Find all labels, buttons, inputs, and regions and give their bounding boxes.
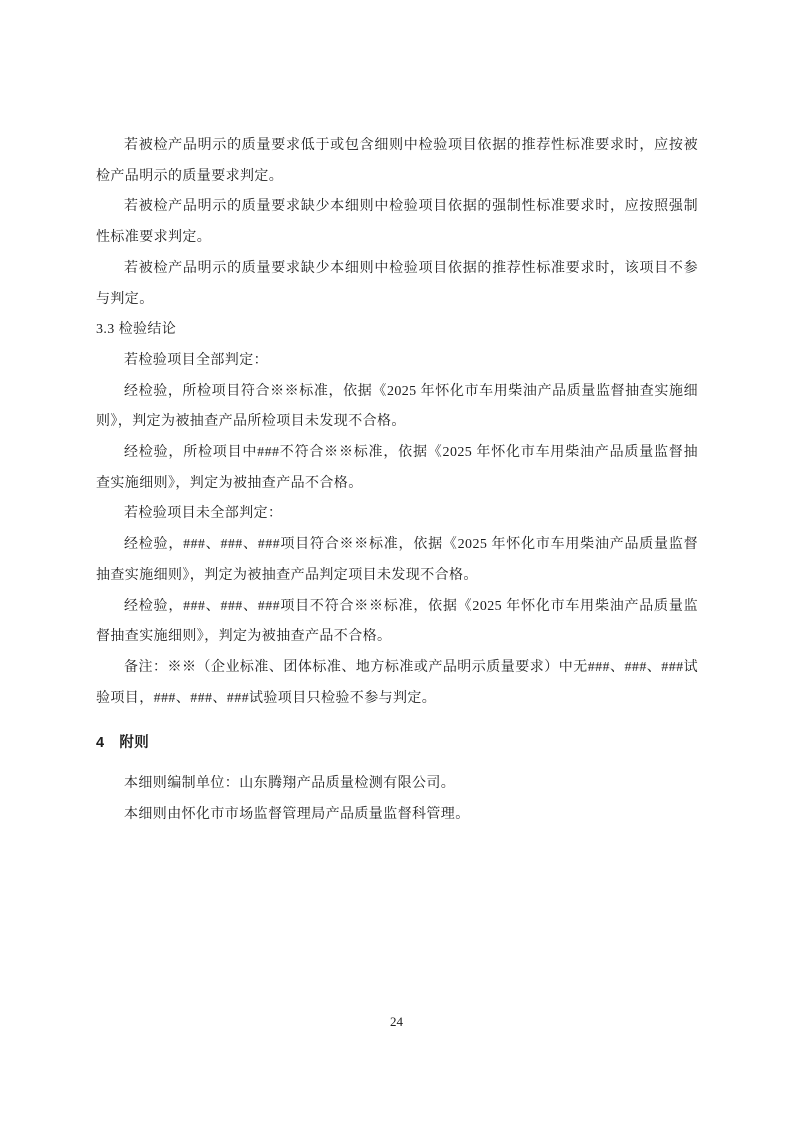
paragraph-all-items-judged-intro: 若检验项目全部判定： [124,352,268,368]
chapter-heading-4-supplementary: 4 附则 [96,735,150,752]
paragraph-compiling-unit: 本细则编制单位：山东腾翔产品质量检测有限公司。 [124,776,456,792]
paragraph-judgment-missing-mandatory: 若被检产品明示的质量要求缺少本细则中检验项目依据的强制性标准要求时，应按照强制性标准要求判定。 [96,199,698,246]
paragraph-conclusion-some-fail: 经检验，所检项目中###不符合※※标准，依据《2025 年怀化市车用柴油产品质量监督抽查实施细则》，判定为被抽查产品不合格。 [96,445,698,491]
paragraph-remark-note: 备注：※※（企业标准、团体标准、地方标准或产品明示质量要求）中无###、###、###试验项目，###、###、###试验项目只检验不参与判定。 [96,659,698,706]
paragraph-judgment-lower-or-included: 若被检产品明示的质量要求低于或包含细则中检验项目依据的推荐性标准要求时，应按被检产品明示的质量要求判定。 [96,138,698,184]
paragraph-conclusion-all-pass: 经检验，所检项目符合※※标准，依据《2025 年怀化市车用柴油产品质量监督抽查实施细则》，判定为被抽查产品所检项目未发现不合格。 [96,383,698,430]
paragraph-not-all-items-judged-intro: 若检验项目未全部判定： [124,506,283,522]
paragraph-judgment-missing-recommended: 若被检产品明示的质量要求缺少本细则中检验项目依据的推荐性标准要求时，该项目不参与判定。 [96,260,698,307]
paragraph-managing-unit: 本细则由怀化市市场监督管理局产品质量监督科管理。 [124,806,470,822]
paragraph-partial-conclusion-fail: 经检验，###、###、###项目不符合※※标准，依据《2025 年怀化市车用柴油产品质量监督抽查实施细则》，判定为被抽查产品不合格。 [96,598,698,645]
paragraph-partial-conclusion-pass: 经检验，###、###、###项目符合※※标准，依据《2025 年怀化市车用柴油产品质量监督抽查实施细则》，判定为被抽查产品判定项目未发现不合格。 [96,537,698,583]
section-heading-3-3-inspection-conclusion: 3.3 检验结论 [96,322,177,338]
document-body [96,131,698,830]
page-number: 24 [390,1014,403,1029]
